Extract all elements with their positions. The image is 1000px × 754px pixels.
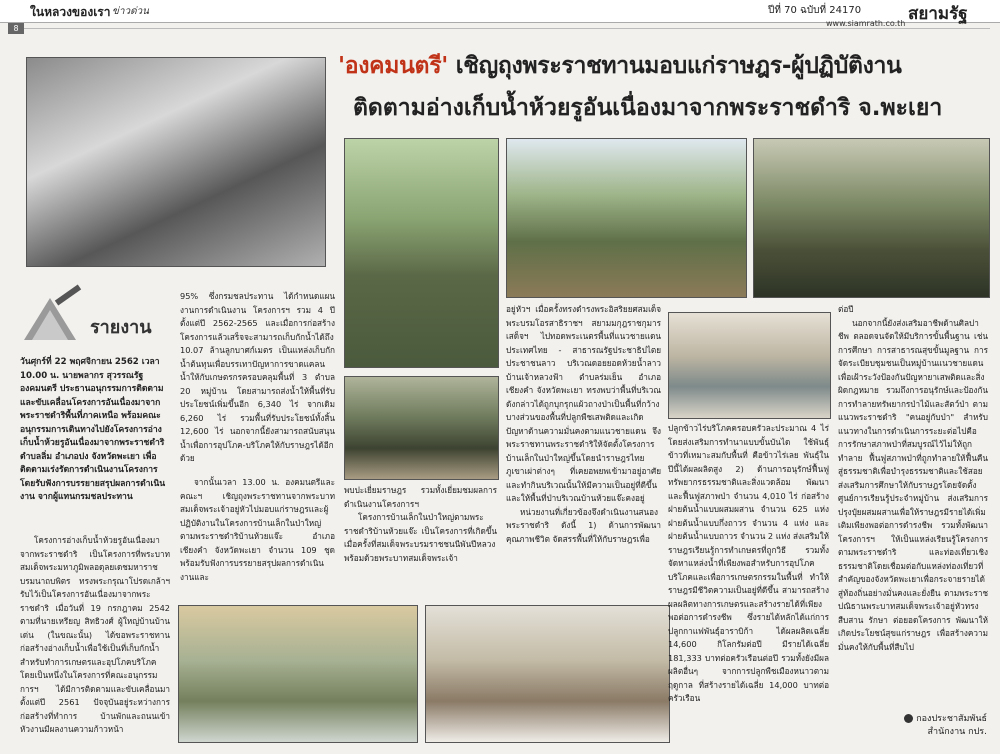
lead-paragraph: วันศุกร์ที่ 22 พฤศจิกายน 2562 เวลา 10.00 น. นายพลากร สุวรรณรัฐ องคมนตรี ประธานอนุกรรมการติดตามและขับเคลื่อนโครงการอันเนื่องมาจากพระราชดำริพื้นที่ภาคเหนือ พร้อมคณะอนุกรรมการเดินทางไปยังโครงการอ่างเก็บน้ำห้วยรูอันเนื่องมาจากพระราชดำริ ตำบลลิ่ม อำเภอปง จังหวัดพะเยา เพื่อติดตามเร่งรัดการดำเนินงานโครงการ โดยรับฟังการบรรยายสรุปผลการดำเนินงาน จากผู้แทนกรมชลประทาน [20,357,166,502]
column-5-text-a: ต่อปี [838,304,854,314]
headline-highlight: 'องคมนตรี' [338,53,448,79]
historic-photo-king [26,57,326,267]
section-subtitle: ข่าวด่วน [112,6,150,17]
article-column-3a [344,484,497,600]
header-divider [20,28,990,29]
report-label: รายงาน [90,317,152,338]
photo-gift-handover [753,138,990,298]
issue-number: ปีที่ 70 ฉบับที่ 24170 [768,5,862,16]
photo-walk [506,138,747,298]
column-2-text-b: จากนั้นเวลา 13.00 น. องคมนตรีและคณะฯ เชิญถุงพระราชทานจากพระบาทสมเด็จพระเจ้าอยู่หัวไปมอบแก่ราษฎรและผู้ปฏิบัติงานในโครงการบ้านเล็กในป่าใหญ่ตามพระราชดำริบ้านห้วยแจ๊ะ อำเภอเชียงคำ จังหวัดพะเยา จำนวน 109 ชุด พร้อมรับฟังการบรรยายสรุปผลการดำเนินงานและ [180,477,335,582]
byline [877,713,987,739]
column-1-text: โครงการอ่างเก็บน้ำห้วยรูอันเนื่องมาจากพระราชดำริ เป็นโครงการที่พระบาทสมเด็จพระมหาภูมิพลอดุลยเดชมหาราช บรมนาถบพิตร ทรงพระกรุณาโปรดเกล้าฯ รับไว้เป็นโครงการอันเนื่องมาจากพระราชดำริ เมื่อวันที่ 19 กรกฎาคม 2542 ตามที่นายเหรียญ สิทธิวงศ์ ผู้ใหญ่บ้านบ้านเด่น (ในขณะนั้น) ได้ขอพระราชทานก่อสร้างอ่างเก็บน้ำเพื่อใช้เป็นที่เก็บกักน้ำสำหรับทำการเกษตรและอุปโภคบริโภค โดยเป็นหนึ่งในโครงการที่คณะอนุกรรมการฯ ได้มีการติดตามและขับเคลื่อนมาตั้งแต่ปี 2561 ปัจจุบันอยู่ระหว่างการก่อสร้างที่ทำการ บ้านพักและถนนเข้าหัวงานมีผลงานความก้าวหน้า [20,535,170,734]
newspaper-logo: สยามรัฐ [908,4,968,24]
headline-line-2: ติดตามอ่างเก็บน้ำห้วยรูอันเนื่องมาจากพระราชดำริ จ.พะเยา [353,95,943,121]
article-column-5 [838,303,988,708]
photo-ceremony-1 [344,138,499,368]
byline-line-2: สำนักงาน กปร. [927,727,987,737]
article-column-3b [506,303,661,600]
section-name: ในหลวงของเรา [30,5,111,19]
article-column-2b [180,476,335,600]
column-3-text-b: โครงการบ้านเล็กในป่าใหญ่ตามพระราชดำริบ้านห้วยแจ๊ะ เป็นโครงการที่เกิดขึ้นเมื่อครั้งที่สมเด็จพระบรมราชชนนีพันปีหลวง พร้อมด้วยพระบาทสมเด็จพระเจ้า [344,512,497,563]
article-column-4a [668,422,829,703]
photo-villagers [425,605,670,743]
page-number: 8 [8,23,24,34]
headline-line-1-rest: เชิญถุงพระราชทานมอบแก่ราษฎร-ผู้ปฏิบัติงาน [448,53,902,79]
article-column-2a [180,290,335,472]
column-3-text-a: พบปะเยี่ยมราษฎร รวมทั้งเยี่ยมชมผลการดำเนินงานโครงการฯ [344,485,497,509]
photo-audience [668,312,831,419]
credit-icon [904,714,913,723]
byline-line-1 [877,713,987,726]
column-4-text: ปลูกข้าวไร่บริโภคครอบครัวละประมาณ 4 ไร่ โดยส่งเสริมการทำนาแบบขั้นบันได ใช้พันธุ์ข้าวที่เหมาะสมกับพื้นที่ คือข้าวไร่เลย พันธุ์ในปีนี้ได้ผลผลิตสูง 2) ด้านการอนุรักษ์ฟื้นฟูทรัพยากรธรรมชาติและสิ่งแวดล้อม พัฒนาและฟื้นฟูสภาพป่า จำนวน 4,010 ไร่ ก่อสร้างฝายต้นน้ำแบบผสมผสาน จำนวน 625 แห่ง ฝายต้นน้ำแบบกึ่งถาวร จำนวน 4 แห่ง และฝายต้นน้ำแบบถาวร จำนวน 2 แห่ง ส่งเสริมให้ราษฎรเรียนรู้การทำเกษตรที่ถูกวิธี รวมทั้งจัดหาแหล่งน้ำที่เพียงพอสำหรับการอุปโภค บริโภคและเพื่อการเกษตรกรรมในพื้นที่ ทำให้ราษฎรมีชีวิตความเป็นอยู่ที่ดีขึ้น สามารถสร้างผลผลิตทางการเกษตรและสร้างรายได้ที่เพียงพอต่อการดำรงชีพ ซึ่งรายได้หลักได้แก่การปลูกกาแฟพันธุ์อาราบิก้า ได้ผลผลิตเฉลี่ย 14,600 กิโลกรัมต่อปี มีรายได้เฉลี่ย 181,333 บาทต่อครัวเรือนต่อปี รวมทั้งยังมีผลผลิตอื่นๆ จากการปลูกพืชเมืองหนาวตามฤดูกาล ที่สร้างรายได้เฉลี่ย 14,000 บาทต่อครัวเรือน [668,423,829,703]
photo-stone-sign [344,376,499,480]
photo-officials [178,605,418,743]
column-2-text-a: 95% ซึ่งกรมชลประทาน ได้กำหนดแผนงานการดำเนินงาน โครงการฯ รวม 4 ปี ตั้งแต่ปี 2562-2565 และเมื่อการก่อสร้างโครงการแล้วเสร็จจะสามารถเก็บกักน้ำได้ถึง 10.07 ล้านลูกบาศก์เมตร เป็นแหล่งเก็บกักน้ำต้นทุนเพื่อบรรเทาปัญหาการขาดแคลนน้ำให้กับเกษตรกรครอบคลุมพื้นที่ 3 ตำบล 20 หมู่บ้าน โดยสามารถส่งน้ำให้พื้นที่รับประโยชน์เพิ่มขึ้นอีก 6,340 ไร่ จากเดิม 6,260 ไร่ รวมพื้นที่รับประโยชน์ทั้งสิ้น 12,600 ไร่ นอกจากนี้ยังสามารถสนับสนุนน้ำเพื่อการอุปโภค-บริโภคให้กับราษฎรได้อีกด้วย [180,291,335,463]
article-column-1 [20,534,170,746]
website-url: www.siamrath.co.th [826,19,906,28]
headline-line-1 [338,48,998,84]
column-3-text-c: หน่วยงานที่เกี่ยวข้องจึงดำเนินงานสนองพระราชดำริ ดังนี้ 1) ด้านการพัฒนาคุณภาพชีวิต จัดสรรพื้นที่ให้กับราษฎรเพื่อ [506,506,661,544]
column-5-text-b: นอกจากนี้ยังส่งเสริมอาชีพด้านศิลปาชีพ ตลอดจนจัดให้มีบริการขั้นพื้นฐาน เช่น การศึกษา การสาธารณสุขขั้นมูลฐาน การจัดระเบียบชุมชนเป็นหมู่บ้านแนวชายแดนเพื่อเฝ้าระวังป้องกันปัญหายาเสพติดและสิ่งผิดกฎหมาย รวมถึงการอนุรักษ์และป้องกันการทำลายทรัพยากรป่าไม้และสัตว์ป่า ตามแนวพระราชดำริ "คนอยู่กับป่า" สำหรับแนวทางในการดำเนินการระยะต่อไปคือการรักษาสภาพป่าที่สมบูรณ์ไว้ไม่ให้ถูกทำลาย ฟื้นฟูสภาพป่าที่ถูกทำลายให้ฟื้นคืนสู่ธรรมชาติเพื่อบำรุงธรรมชาติและใช้สอย ส่งเสริมการศึกษาให้กับราษฎรโดยจัดตั้งศูนย์การเรียนรู้ประจำหมู่บ้าน ส่งเสริมการปรุงปุ๋ยผสมผสานเพื่อให้ราษฎรมีรายได้เพิ่มเติมเพียงพอต่อการดำรงชีพ รวมทั้งพัฒนาโครงการฯ ให้เป็นแหล่งเรียนรู้โครงการตามพระราชดำริ และท่องเที่ยวเชิงธรรมชาติโดยเชื่อมต่อกับแหล่งท่องเที่ยวที่สำคัญของจังหวัดพะเยาเพื่อกระจายรายได้สู่ท้องถิ่นอย่างมั่นคงและยั่งยืน ตามพระราชปณิธานพระบาทสมเด็จพระเจ้าอยู่หัวทรงสืบสาน รักษา ต่อยอดโครงการ พัฒนาให้เกิดประโยชน์สุขแก่ราษฎร เพื่อสร้างความมั่นคงให้กับพื้นที่สืบไป [838,317,988,652]
column-3-text-top: อยู่หัวฯ เมื่อครั้งทรงดำรงพระอิสริยยศสมเด็จพระบรมโอรสาธิราชฯ สยามมกุฎราชกุมาร เสด็จฯ ไปทอดพระเนตรพื้นที่แนวชายแดนประเทศไทย - สาธารณรัฐประชาธิปไตยประชาชนลาว บริเวณดอยยอดห้วยน้ำลาว บ้านเจ้าหลวงฟ้า ตำบลร่มเย็น อำเภอเชียงคำ จังหวัดพะเยา ทรงพบว่าพื้นที่บริเวณดังกล่าวได้ถูกบุกรุกแผ้วถางป่าเป็นพื้นที่กว้างบางส่วนของพื้นที่ปลูกพืชเสพติดและเกิดปัญหาด้านความมั่นคงตามแนวชายแดน จึงพระราชทานพระราชดำริให้จัดตั้งโครงการบ้านเล็กในป่าใหญ่ขึ้นโดยนำราษฎรไทยภูเขาเผ่าต่างๆ ที่เคยอพยพเข้ามาอยู่อาศัยและทำกินบริเวณนั้นให้มีความเป็นอยู่ที่ดีขึ้น และให้พื้นที่ป่าบริเวณบ้านห้วยแจ๊ะคงอยู่ [506,304,661,503]
byline-org: กองประชาสัมพันธ์ [916,714,987,724]
report-icon [18,290,86,348]
